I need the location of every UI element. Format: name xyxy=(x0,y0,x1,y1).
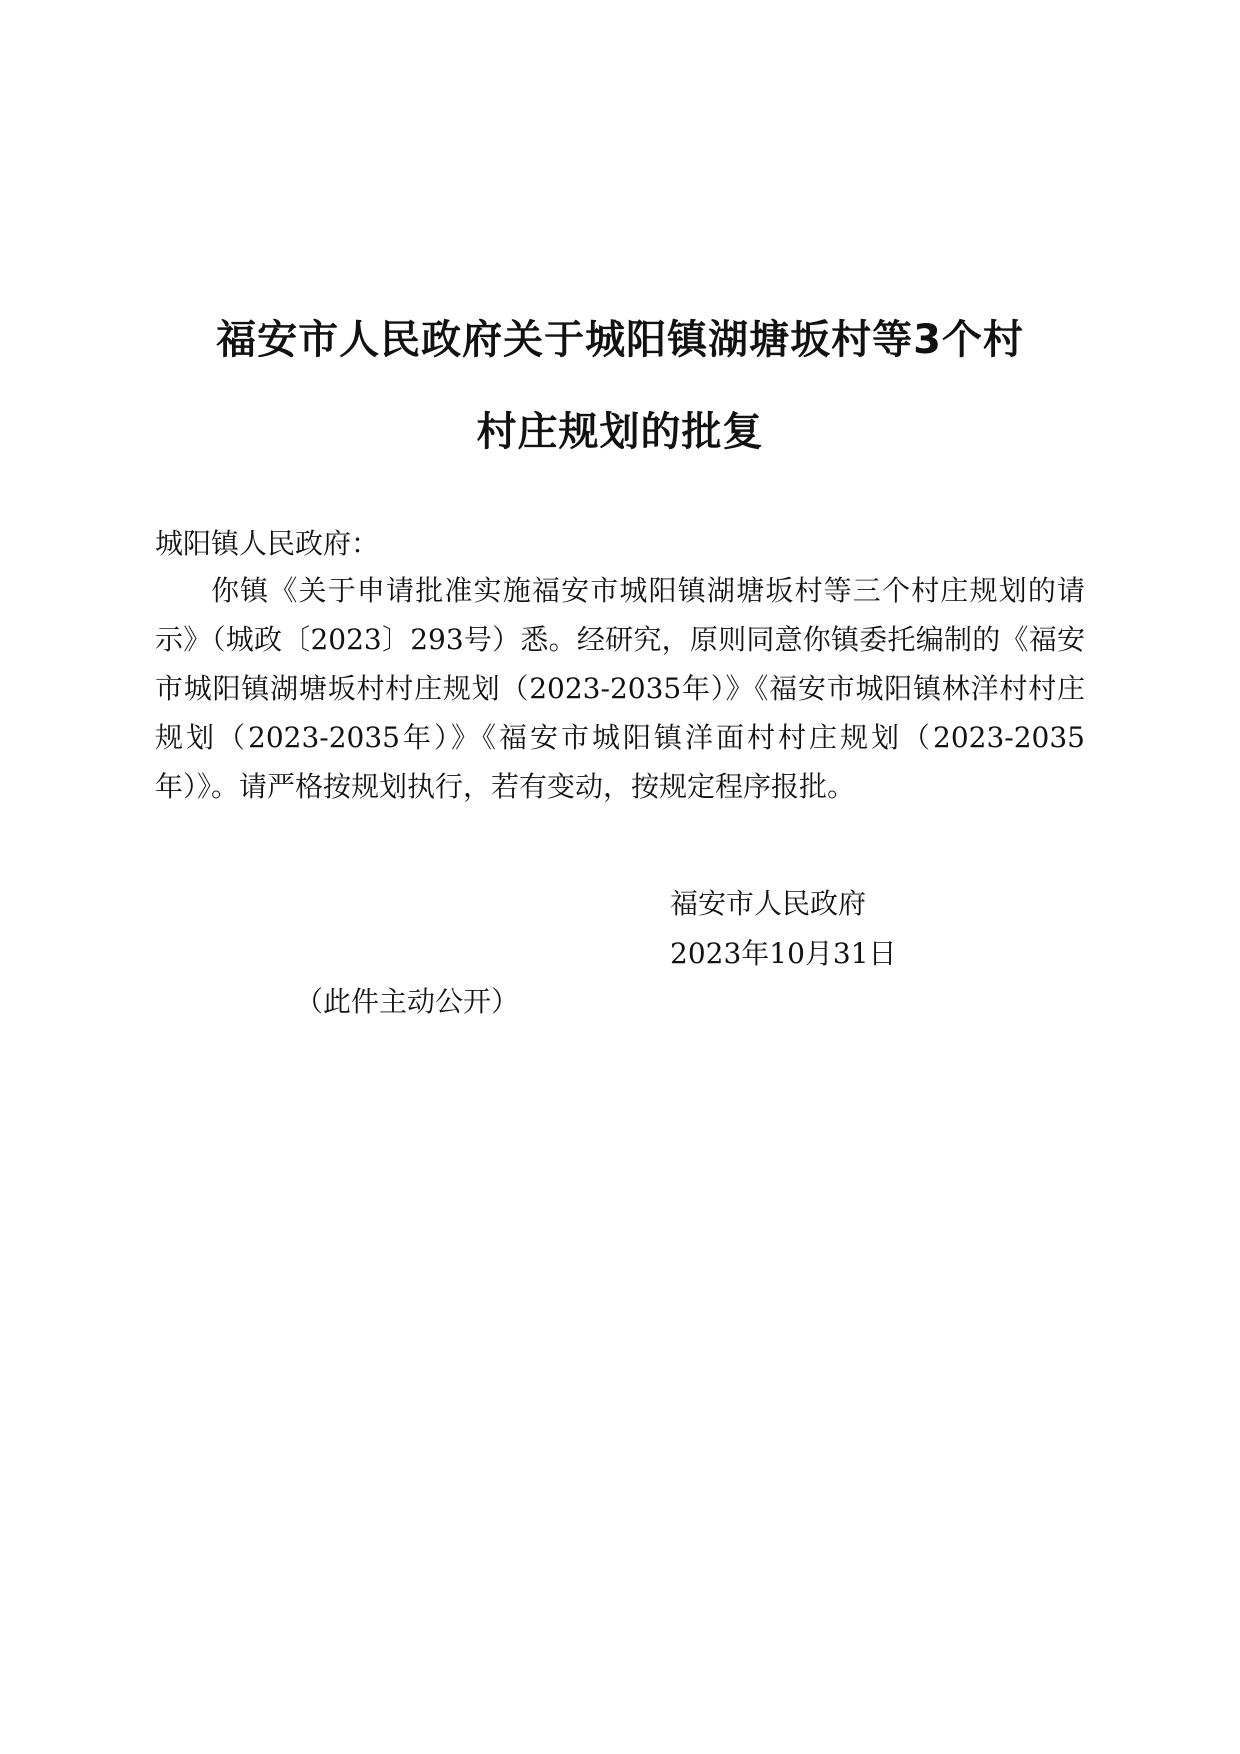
signature-date: 2023年10月31日 xyxy=(670,937,897,970)
document-title-line-2: 村庄规划的批复 xyxy=(476,409,764,455)
body-paragraph: 你镇《关于申请批准实施福安市城阳镇湖塘坂村等三个村庄规划的请示》（城政〔2023〕293号）悉。经研究，原则同意你镇委托编制的《福安市城阳镇湖塘坂村村庄规划（2023-2035年）》《福安市城阳镇林洋村村庄规划（2023-2035年）》《福安市城阳镇洋面村村庄规划（2023-2035年）》。请严格按规划执行，若有变动，按规定程序报批。 xyxy=(155,574,1085,803)
salutation: 城阳镇人民政府： xyxy=(155,527,380,560)
document-title-line-1: 福安市人民政府关于城阳镇湖塘坂村等3个村 xyxy=(216,317,1024,363)
signature-organization: 福安市人民政府 xyxy=(670,887,867,920)
disclosure-note: （此件主动公开） xyxy=(295,985,520,1018)
